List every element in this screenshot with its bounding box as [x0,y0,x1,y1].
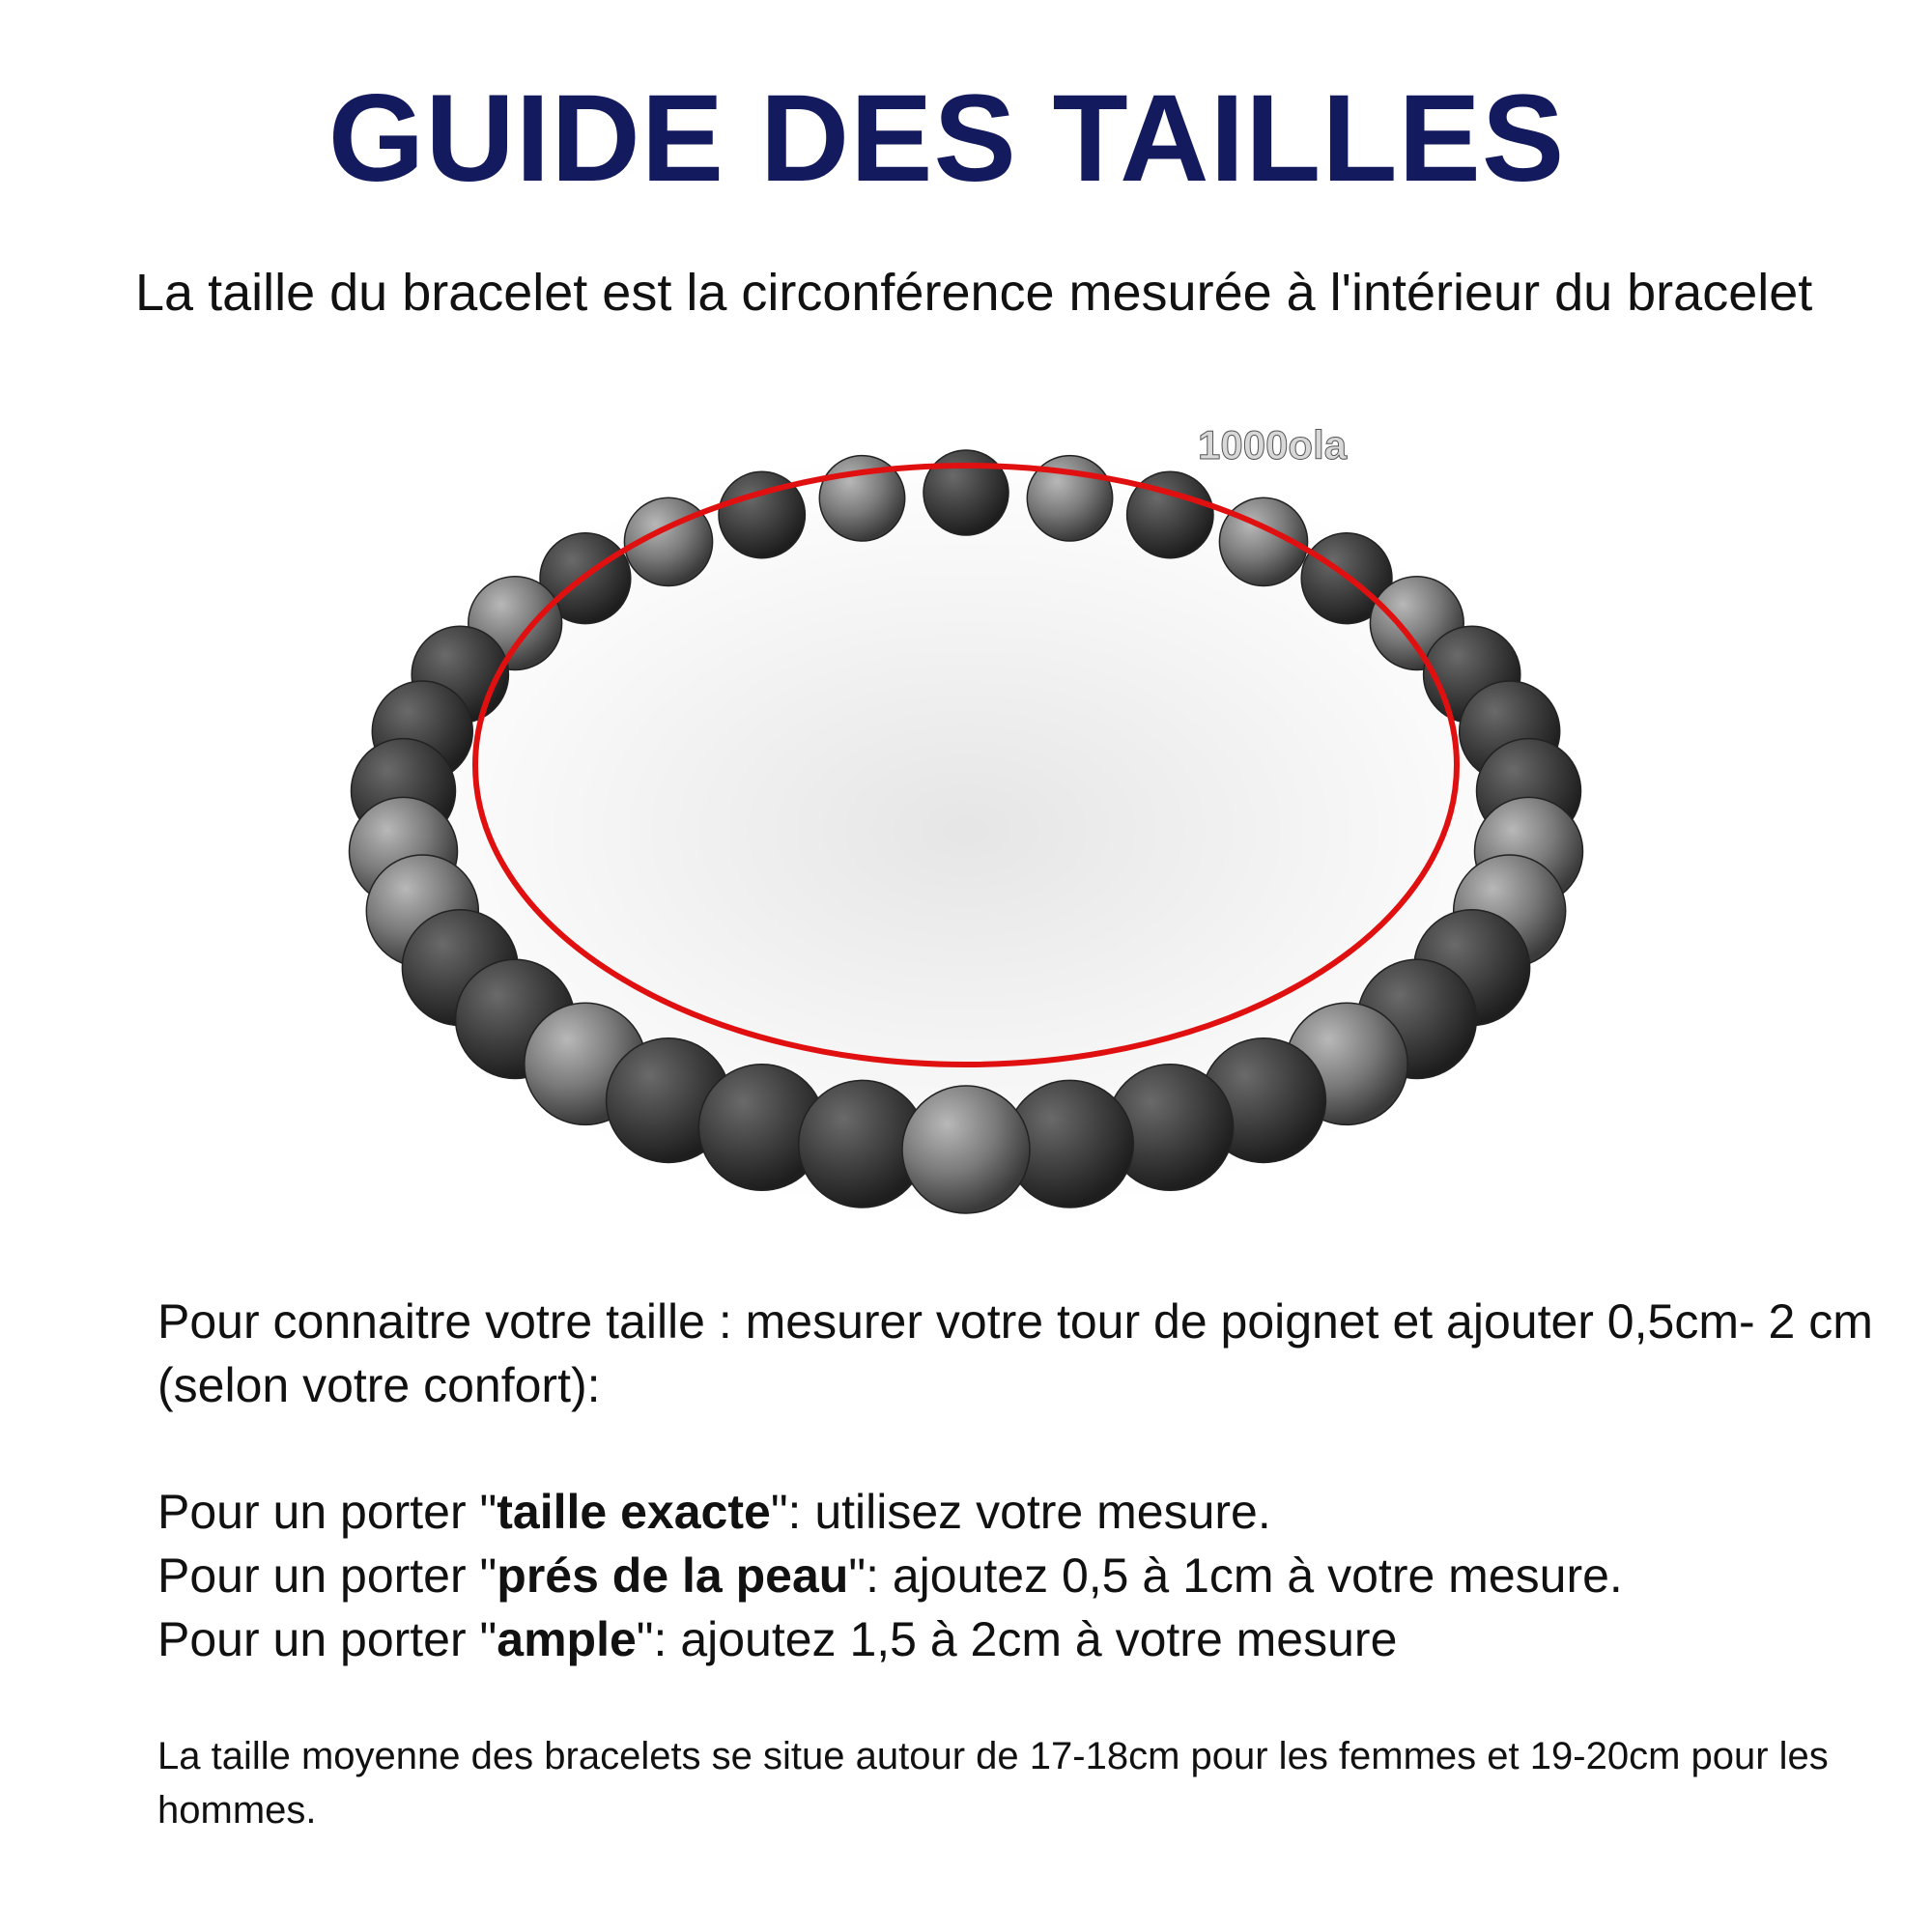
rule-close-fit: Pour un porter "prés de la peau": ajoutez 0,5 à 1cm à votre mesure. [157,1548,1623,1603]
rule-exact-fit: Pour un porter "taille exacte": utilisez votre mesure. [157,1485,1271,1539]
average-size-note: La taille moyenne des bracelets se situe autour de 17-18cm pour les femmes et 19-20cm pour les hommes. [157,1735,1829,1832]
bracelet-svg [290,348,1642,1256]
measurement-instructions: Pour connaitre votre taille : mesurer votre tour de poignet et ajouter 0,5cm- 2 cm (selon votre confort): [157,1294,1873,1412]
fit-rules [157,1480,1916,1671]
bracelet-illustration [290,348,1642,1256]
watermark-logo: 1000ola [1198,422,1348,468]
subtitle: La taille du bracelet est la circonférence mesurée à l'intérieur du bracelet [135,264,1813,322]
page-title: GUIDE DES TAILLES [327,70,1566,208]
bead [902,1086,1030,1213]
rule-loose-fit: Pour un porter "ample": ajoutez 1,5 à 2cm à votre mesure [157,1612,1398,1666]
